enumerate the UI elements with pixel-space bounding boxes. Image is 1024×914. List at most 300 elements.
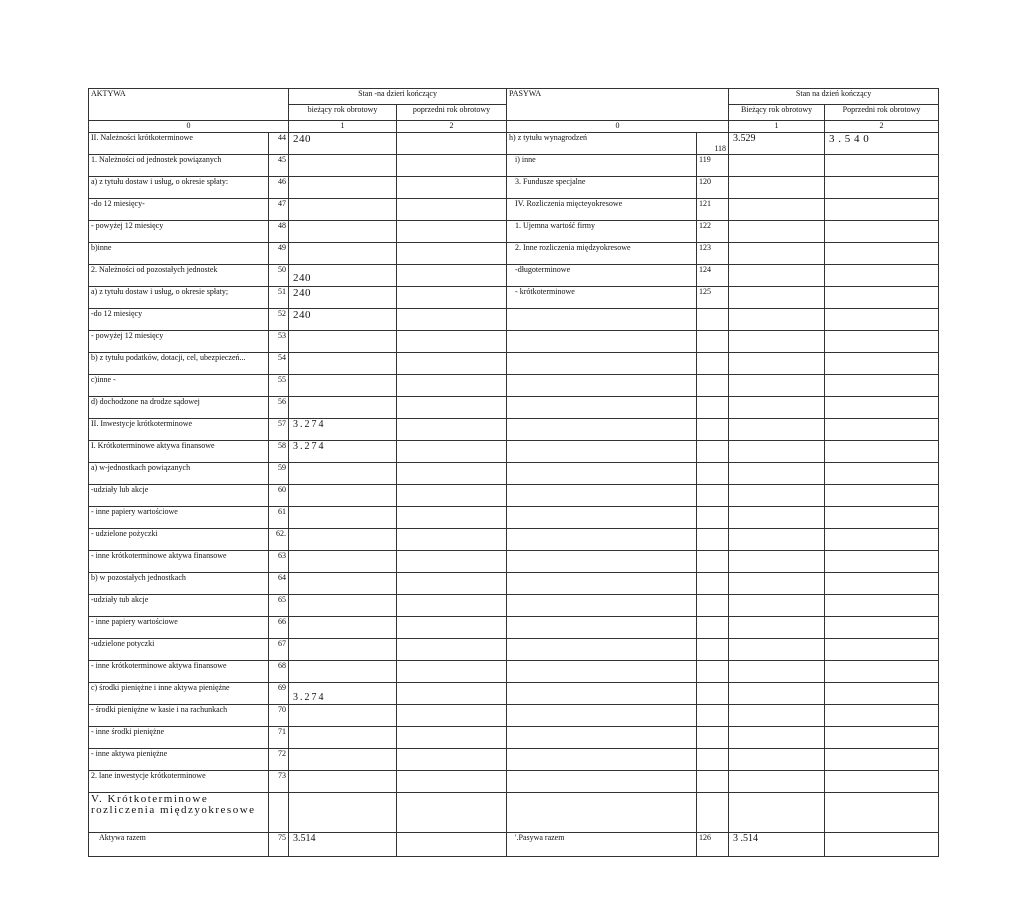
liability-current-value xyxy=(729,199,825,221)
asset-current-value: 3.274 xyxy=(289,683,397,705)
liability-row-number: 124 xyxy=(697,265,729,287)
asset-row-number: 49 xyxy=(269,243,289,265)
liability-row-number xyxy=(697,419,729,441)
liability-label xyxy=(507,375,697,397)
asset-row-number: 47 xyxy=(269,199,289,221)
liability-row-number xyxy=(697,463,729,485)
asset-label: -do 12 miesięcy- xyxy=(89,199,269,221)
liability-current-value xyxy=(729,529,825,551)
col-index: 0 xyxy=(89,121,289,133)
liability-previous-value xyxy=(825,463,939,485)
asset-previous-value xyxy=(397,243,507,265)
table-row xyxy=(89,309,939,331)
liability-label: i) inne xyxy=(507,155,697,177)
liability-previous-value xyxy=(825,771,939,793)
asset-current-value xyxy=(289,485,397,507)
liability-previous-value xyxy=(825,551,939,573)
liability-current-value xyxy=(729,155,825,177)
asset-current-value xyxy=(289,573,397,595)
liability-current-value xyxy=(729,507,825,529)
asset-row-number: 63 xyxy=(269,551,289,573)
asset-row-number: 65 xyxy=(269,595,289,617)
asset-current-value: 240 xyxy=(289,133,397,155)
liability-label xyxy=(507,551,697,573)
liability-current-value xyxy=(729,551,825,573)
assets-current-year-heading: bieżący rok obrotowy xyxy=(289,105,397,121)
liability-current-value xyxy=(729,397,825,419)
asset-label: - udzielone pożyczki xyxy=(89,529,269,551)
liability-current-value xyxy=(729,595,825,617)
asset-row-number: 56 xyxy=(269,397,289,419)
asset-row-number: 67 xyxy=(269,639,289,661)
table-row xyxy=(89,463,939,485)
col-index: 1 xyxy=(289,121,397,133)
table-row xyxy=(89,573,939,595)
asset-current-value xyxy=(289,529,397,551)
liability-row-number xyxy=(697,661,729,683)
liability-label: -długoterminowe xyxy=(507,265,697,287)
liability-row-number: 122 xyxy=(697,221,729,243)
liability-previous-value xyxy=(825,441,939,463)
asset-row-number: 71 xyxy=(269,727,289,749)
asset-row-number: 60 xyxy=(269,485,289,507)
liability-label xyxy=(507,617,697,639)
asset-label: c)inne - xyxy=(89,375,269,397)
table-row xyxy=(89,221,939,243)
asset-label: 1. Należności od jednostek powiązanych xyxy=(89,155,269,177)
liability-label xyxy=(507,353,697,375)
liability-previous-value xyxy=(825,155,939,177)
asset-current-value xyxy=(289,507,397,529)
col-index: 2 xyxy=(825,121,939,133)
table-row xyxy=(89,243,939,265)
asset-label: 2. Należności od pozostałych jednostek xyxy=(89,265,269,287)
asset-label: c) środki pieniężne i inne aktywa pieniężne xyxy=(89,683,269,705)
asset-current-value xyxy=(289,155,397,177)
liability-previous-value xyxy=(825,573,939,595)
assets-previous-year-heading: poprzedni rok obrotowy xyxy=(397,105,507,121)
liability-label: '.Pasywa razem xyxy=(507,833,697,857)
asset-current-value: 240 xyxy=(289,287,397,309)
liability-label xyxy=(507,309,697,331)
liability-label xyxy=(507,441,697,463)
liability-current-value: 3 .514 xyxy=(729,833,825,857)
asset-label: - inne aktywa pieniężne xyxy=(89,749,269,771)
table-row xyxy=(89,793,939,833)
asset-current-value xyxy=(289,639,397,661)
liability-current-value xyxy=(729,793,825,833)
asset-previous-value xyxy=(397,705,507,727)
asset-previous-value xyxy=(397,221,507,243)
asset-previous-value xyxy=(397,397,507,419)
col-index: 0 xyxy=(507,121,729,133)
table-row xyxy=(89,287,939,309)
asset-row-number: 68 xyxy=(269,661,289,683)
table-row xyxy=(89,683,939,705)
asset-current-value: 240 xyxy=(289,309,397,331)
asset-label: b)inne xyxy=(89,243,269,265)
liability-current-value xyxy=(729,419,825,441)
asset-previous-value xyxy=(397,749,507,771)
asset-current-value xyxy=(289,771,397,793)
liability-row-number: 125 xyxy=(697,287,729,309)
liability-row-number xyxy=(697,507,729,529)
table-row xyxy=(89,419,939,441)
asset-current-value xyxy=(289,727,397,749)
asset-row-number: 44 xyxy=(269,133,289,155)
asset-label: -udziały tub akcje xyxy=(89,595,269,617)
liability-row-number xyxy=(697,617,729,639)
liability-previous-value xyxy=(825,309,939,331)
asset-previous-value xyxy=(397,771,507,793)
liability-current-value xyxy=(729,309,825,331)
liability-previous-value xyxy=(825,177,939,199)
liability-previous-value xyxy=(825,243,939,265)
liability-current-value xyxy=(729,661,825,683)
asset-row-number: 72 xyxy=(269,749,289,771)
liability-label: 1. Ujemna wartość firmy xyxy=(507,221,697,243)
liability-row-number xyxy=(697,331,729,353)
asset-current-value xyxy=(289,617,397,639)
asset-current-value xyxy=(289,353,397,375)
asset-current-value xyxy=(289,199,397,221)
liability-previous-value xyxy=(825,617,939,639)
liability-previous-value xyxy=(825,595,939,617)
asset-label: a) z tytułu dostaw i usług, o okresie spłaty; xyxy=(89,287,269,309)
header-row-1 xyxy=(89,89,939,105)
asset-row-number: 52 xyxy=(269,309,289,331)
asset-previous-value xyxy=(397,551,507,573)
asset-previous-value xyxy=(397,441,507,463)
asset-current-value xyxy=(289,551,397,573)
asset-previous-value xyxy=(397,419,507,441)
table-row xyxy=(89,771,939,793)
asset-label: - powyżej 12 miesięcy xyxy=(89,331,269,353)
asset-label: -do 12 miesięcy xyxy=(89,309,269,331)
asset-row-number: 55 xyxy=(269,375,289,397)
column-index-row xyxy=(89,121,939,133)
asset-row-number: 70 xyxy=(269,705,289,727)
table-row xyxy=(89,485,939,507)
liability-current-value xyxy=(729,243,825,265)
asset-previous-value xyxy=(397,375,507,397)
liability-current-value xyxy=(729,749,825,771)
asset-label: -udziały lub akcje xyxy=(89,485,269,507)
asset-previous-value xyxy=(397,463,507,485)
asset-previous-value xyxy=(397,573,507,595)
liability-label xyxy=(507,397,697,419)
liability-previous-value xyxy=(825,683,939,705)
liability-row-number xyxy=(697,353,729,375)
asset-label: - inne papiery wartościowe xyxy=(89,507,269,529)
liability-previous-value xyxy=(825,287,939,309)
asset-current-value: 3.274 xyxy=(289,441,397,463)
liability-current-value xyxy=(729,331,825,353)
liability-current-value: 3.529 xyxy=(729,133,825,155)
asset-label: - powyżej 12 miesięcy xyxy=(89,221,269,243)
asset-row-number: 51 xyxy=(269,287,289,309)
liability-previous-value xyxy=(825,639,939,661)
liability-previous-value xyxy=(825,221,939,243)
liability-current-value xyxy=(729,221,825,243)
liability-current-value xyxy=(729,639,825,661)
liability-label: h) z tytułu wynagrodzeń xyxy=(507,133,697,155)
asset-row-number: 46 xyxy=(269,177,289,199)
table-row xyxy=(89,639,939,661)
asset-previous-value xyxy=(397,507,507,529)
table-row xyxy=(89,727,939,749)
liability-row-number: 119 xyxy=(697,155,729,177)
asset-previous-value xyxy=(397,683,507,705)
table-row xyxy=(89,551,939,573)
table-row xyxy=(89,265,939,287)
liability-row-number xyxy=(697,309,729,331)
liability-current-value xyxy=(729,287,825,309)
asset-current-value xyxy=(289,705,397,727)
asset-row-number: 50 xyxy=(269,265,289,287)
asset-label: - inne środki pieniężne xyxy=(89,727,269,749)
table-row xyxy=(89,617,939,639)
asset-row-number xyxy=(269,793,289,833)
asset-row-number: 59 xyxy=(269,463,289,485)
asset-previous-value xyxy=(397,793,507,833)
asset-current-value xyxy=(289,221,397,243)
liability-previous-value xyxy=(825,833,939,857)
asset-previous-value xyxy=(397,617,507,639)
asset-previous-value xyxy=(397,595,507,617)
asset-current-value: 240 xyxy=(289,265,397,287)
liability-row-number xyxy=(697,441,729,463)
liabilities-heading: PASYWA xyxy=(507,89,729,121)
liability-current-value xyxy=(729,485,825,507)
asset-label: a) w-jednostkach powiązanych xyxy=(89,463,269,485)
liability-label xyxy=(507,529,697,551)
liability-row-number xyxy=(697,793,729,833)
liability-row-number xyxy=(697,639,729,661)
liabilities-current-year-heading: Bieżący rok obrotowy xyxy=(729,105,825,121)
liability-label xyxy=(507,419,697,441)
asset-current-value xyxy=(289,375,397,397)
liability-label xyxy=(507,507,697,529)
liability-label xyxy=(507,463,697,485)
liability-label xyxy=(507,331,697,353)
asset-current-value xyxy=(289,595,397,617)
liability-label: - krótkoterminowe xyxy=(507,287,697,309)
asset-previous-value xyxy=(397,661,507,683)
asset-label: V. Krótkoterminowe rozliczenia międzyokresowe xyxy=(89,793,269,833)
liability-previous-value: 3 . 5 4 0 xyxy=(825,133,939,155)
liability-previous-value xyxy=(825,727,939,749)
asset-previous-value xyxy=(397,287,507,309)
liability-previous-value xyxy=(825,331,939,353)
liability-previous-value xyxy=(825,485,939,507)
asset-label: - inne krótkoterminowe aktywa finansowe xyxy=(89,551,269,573)
asset-row-number: 54 xyxy=(269,353,289,375)
liability-previous-value xyxy=(825,353,939,375)
liability-row-number: 121 xyxy=(697,199,729,221)
asset-current-value: 3.274 xyxy=(289,419,397,441)
asset-previous-value xyxy=(397,199,507,221)
liability-row-number: 120 xyxy=(697,177,729,199)
table-row xyxy=(89,595,939,617)
liability-row-number: 126 xyxy=(697,833,729,857)
liability-label xyxy=(507,661,697,683)
col-index: 1 xyxy=(729,121,825,133)
table-row xyxy=(89,705,939,727)
liability-row-number: 123 xyxy=(697,243,729,265)
liability-current-value xyxy=(729,727,825,749)
liability-current-value xyxy=(729,617,825,639)
table-row xyxy=(89,661,939,683)
table-row xyxy=(89,133,939,155)
liability-current-value xyxy=(729,683,825,705)
liability-previous-value xyxy=(825,793,939,833)
table-row xyxy=(89,529,939,551)
liability-previous-value xyxy=(825,705,939,727)
liability-label: IV. Rozliczenia mięcteyokresowe xyxy=(507,199,697,221)
liability-row-number xyxy=(697,771,729,793)
asset-row-number: 62. xyxy=(269,529,289,551)
asset-previous-value xyxy=(397,331,507,353)
asset-label: I. Krótkoterminowe aktywa finansowe xyxy=(89,441,269,463)
asset-label: II. Należności krótkoterminowe xyxy=(89,133,269,155)
asset-row-number: 53 xyxy=(269,331,289,353)
table-row xyxy=(89,353,939,375)
table-row xyxy=(89,155,939,177)
liability-row-number xyxy=(697,595,729,617)
liability-row-number xyxy=(697,375,729,397)
liability-previous-value xyxy=(825,397,939,419)
asset-row-number: 66 xyxy=(269,617,289,639)
liability-label xyxy=(507,705,697,727)
liability-current-value xyxy=(729,177,825,199)
asset-label: b) w pozostałych jednostkach xyxy=(89,573,269,595)
asset-previous-value xyxy=(397,639,507,661)
asset-previous-value xyxy=(397,727,507,749)
liabilities-state-heading: Stan na dzień kończący xyxy=(729,89,939,105)
liability-row-number xyxy=(697,705,729,727)
liability-label xyxy=(507,771,697,793)
liability-current-value xyxy=(729,265,825,287)
asset-current-value xyxy=(289,793,397,833)
table-row xyxy=(89,441,939,463)
liability-label xyxy=(507,639,697,661)
liability-row-number xyxy=(697,573,729,595)
asset-label: -udzielone potyczki xyxy=(89,639,269,661)
liability-label: 3. Fundusze specjalne xyxy=(507,177,697,199)
liability-previous-value xyxy=(825,661,939,683)
liability-previous-value xyxy=(825,375,939,397)
asset-previous-value xyxy=(397,529,507,551)
asset-previous-value xyxy=(397,309,507,331)
asset-current-value xyxy=(289,331,397,353)
liability-row-number xyxy=(697,485,729,507)
liability-current-value xyxy=(729,375,825,397)
assets-state-heading: Stan -na dzieri kończący xyxy=(289,89,507,105)
table-row xyxy=(89,331,939,353)
asset-row-number: 75 xyxy=(269,833,289,857)
asset-previous-value xyxy=(397,485,507,507)
col-index: 2 xyxy=(397,121,507,133)
liability-label xyxy=(507,595,697,617)
balance-sheet-table xyxy=(88,88,939,857)
liability-row-number xyxy=(697,749,729,771)
table-row xyxy=(89,833,939,857)
asset-current-value xyxy=(289,243,397,265)
asset-label: II. Inwestycje krótkoterminowe xyxy=(89,419,269,441)
liability-current-value xyxy=(729,353,825,375)
asset-label: b) z tytułu podatków, dotacji, cel, ubezpieczeń... xyxy=(89,353,269,375)
asset-previous-value xyxy=(397,177,507,199)
liability-current-value xyxy=(729,463,825,485)
liability-previous-value xyxy=(825,507,939,529)
asset-current-value xyxy=(289,463,397,485)
asset-current-value xyxy=(289,397,397,419)
asset-previous-value xyxy=(397,353,507,375)
liabilities-previous-year-heading: Poprzedni rok obrotowy xyxy=(825,105,939,121)
liability-label xyxy=(507,573,697,595)
table-row xyxy=(89,199,939,221)
table-row xyxy=(89,507,939,529)
liability-previous-value xyxy=(825,529,939,551)
liability-label: 2. Inne rozliczenia międzyokresowe xyxy=(507,243,697,265)
liability-previous-value xyxy=(825,265,939,287)
liability-current-value xyxy=(729,441,825,463)
liability-row-number xyxy=(697,727,729,749)
asset-label: - inne krótkoterminowe aktywa finansowe xyxy=(89,661,269,683)
liability-current-value xyxy=(729,771,825,793)
asset-label: - inne papiery wartościowe xyxy=(89,617,269,639)
liability-previous-value xyxy=(825,199,939,221)
asset-previous-value xyxy=(397,833,507,857)
liability-label xyxy=(507,485,697,507)
table-row xyxy=(89,375,939,397)
liability-previous-value xyxy=(825,749,939,771)
asset-current-value xyxy=(289,661,397,683)
liability-current-value xyxy=(729,573,825,595)
table-row xyxy=(89,177,939,199)
liability-label xyxy=(507,683,697,705)
liability-row-number: 118 xyxy=(697,133,729,155)
liability-row-number xyxy=(697,529,729,551)
asset-current-value xyxy=(289,749,397,771)
asset-label: Aktywa razem xyxy=(89,833,269,857)
asset-previous-value xyxy=(397,265,507,287)
liability-row-number xyxy=(697,397,729,419)
liability-previous-value xyxy=(825,419,939,441)
asset-label: - środki pieniężne w kasie i na rachunkach xyxy=(89,705,269,727)
asset-current-value: 3.514 xyxy=(289,833,397,857)
asset-row-number: 58 xyxy=(269,441,289,463)
liability-row-number xyxy=(697,683,729,705)
liability-label xyxy=(507,727,697,749)
asset-row-number: 45 xyxy=(269,155,289,177)
table-row xyxy=(89,749,939,771)
asset-row-number: 57 xyxy=(269,419,289,441)
asset-row-number: 69 xyxy=(269,683,289,705)
asset-row-number: 73 xyxy=(269,771,289,793)
liability-label xyxy=(507,749,697,771)
asset-previous-value xyxy=(397,133,507,155)
asset-row-number: 48 xyxy=(269,221,289,243)
asset-row-number: 61 xyxy=(269,507,289,529)
asset-current-value xyxy=(289,177,397,199)
table-row xyxy=(89,397,939,419)
asset-row-number: 64 xyxy=(269,573,289,595)
asset-previous-value xyxy=(397,155,507,177)
liability-label xyxy=(507,793,697,833)
liability-current-value xyxy=(729,705,825,727)
